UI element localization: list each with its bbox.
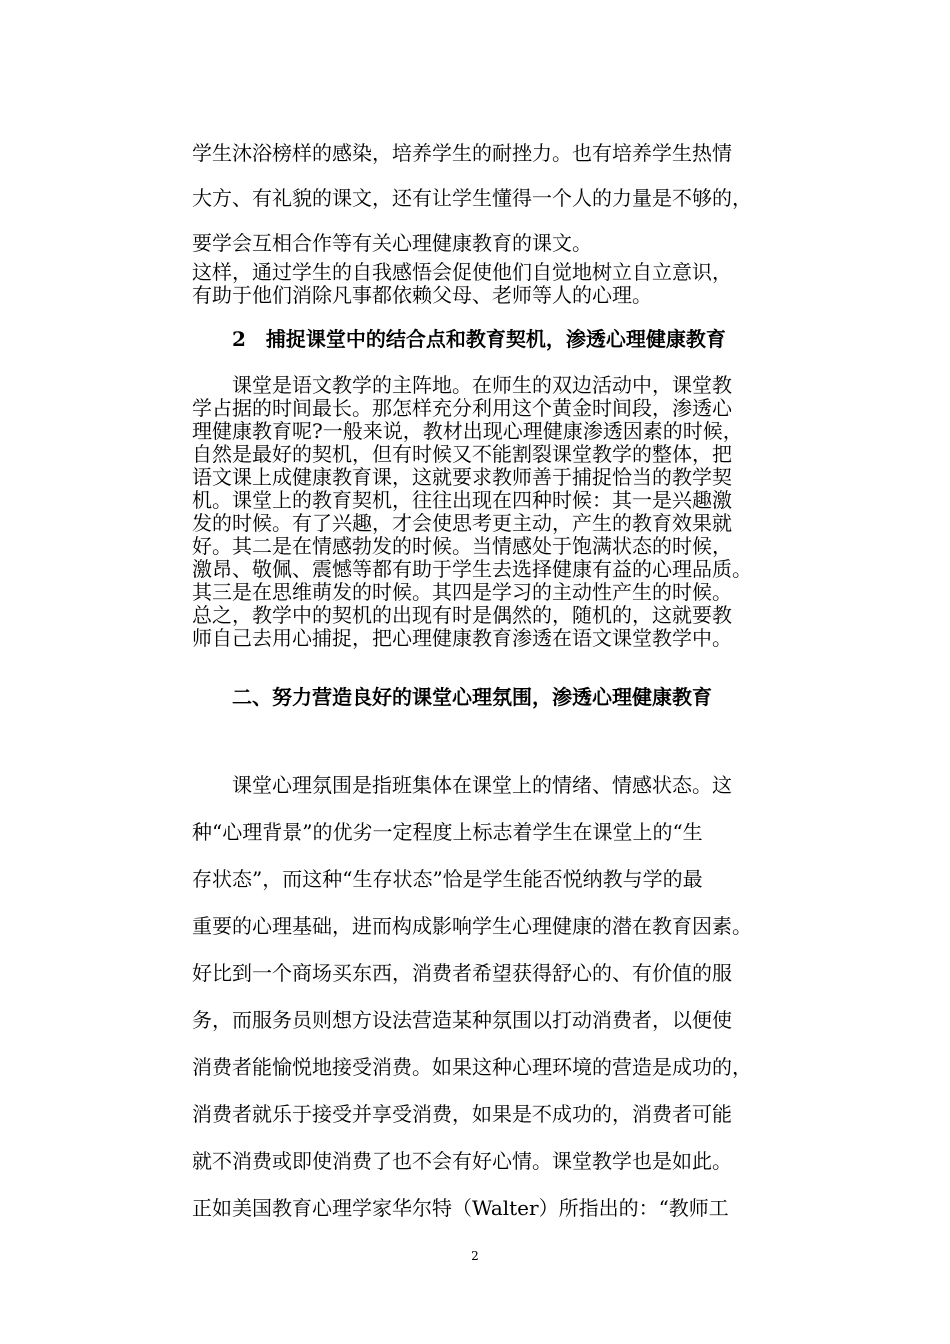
paragraph-b-line: 好。其二是在情感勃发的时候。当情感处于饱满状态的时候， <box>192 534 732 558</box>
paragraph-c-line: 务，而服务员则想方设法营造某种氛围以打动消费者，以便使 <box>192 1008 732 1032</box>
paragraph-c-line: 消费者就乐于接受并享受消费，如果是不成功的，消费者可能 <box>192 1102 732 1126</box>
paragraph-b-line: 激昂、敬佩、震憾等都有助于学生去选择健康有益的心理品质。 <box>192 557 752 581</box>
paragraph-b-line: 理健康教育呢?一般来说，教材出现心理健康渗透因素的时候， <box>192 419 743 443</box>
paragraph-b-line: 总之，教学中的契机的出现有时是偶然的，随机的，这就要教 <box>192 603 732 627</box>
paragraph-c-line: 正如美国教育心理学家华尔特（Walter）所指出的：“教师工 <box>192 1196 729 1220</box>
paragraph-c-line: 好比到一个商场买东西，消费者希望获得舒心的、有价值的服 <box>192 961 732 985</box>
paragraph-a-line: 这样，通过学生的自我感悟会促使他们自觉地树立自立意识， <box>192 260 732 284</box>
paragraph-b-line: 语文课上成健康教育课，这就要求教师善于捕捉恰当的教学契 <box>192 465 732 489</box>
paragraph-b-line: 课堂是语文教学的主阵地。在师生的双边活动中，课堂教 <box>192 373 732 397</box>
paragraph-c-line: 存状态”，而这种“生存状态”恰是学生能否悦纳教与学的最 <box>192 867 703 891</box>
paragraph-c-line: 种“心理背景”的优劣一定程度上标志着学生在课堂上的“生 <box>192 820 703 844</box>
paragraph-a-line: 学生沐浴榜样的感染，培养学生的耐挫力。也有培养学生热情 <box>192 141 732 165</box>
paragraph-b-line: 师自己去用心捕捉，把心理健康教育渗透在语文课堂教学中。 <box>192 626 732 650</box>
paragraph-b-line: 发的时候。有了兴趣，才会使思考更主动，产生的教育效果就 <box>192 511 732 535</box>
paragraph-b-line: 自然是最好的契机，但有时候又不能割裂课堂教学的整体，把 <box>192 442 732 466</box>
page-number: 2 <box>471 1249 479 1263</box>
paragraph-c-line: 重要的心理基础，进而构成影响学生心理健康的潜在教育因素。 <box>192 914 752 938</box>
paragraph-a-line: 大方、有礼貌的课文，还有让学生懂得一个人的力量是不够的， <box>192 186 752 210</box>
paragraph-c-line: 消费者能愉悦地接受消费。如果这种心理环境的营造是成功的， <box>192 1055 752 1079</box>
paragraph-c-line: 就不消费或即使消费了也不会有好心情。课堂教学也是如此。 <box>192 1149 732 1173</box>
section-heading-2: 二、努力营造良好的课堂心理氛围，渗透心理健康教育 <box>232 685 712 709</box>
paragraph-a-line: 要学会互相合作等有关心理健康教育的课文。 <box>192 231 592 255</box>
section-heading-1: 2 捕捉课堂中的结合点和教育契机，渗透心理健康教育 <box>232 327 726 351</box>
paragraph-c-line: 课堂心理氛围是指班集体在课堂上的情绪、情感状态。这 <box>192 773 732 797</box>
paragraph-a-line: 有助于他们消除凡事都依赖父母、老师等人的心理。 <box>192 283 652 307</box>
paragraph-b-line: 机。课堂上的教育契机，往往出现在四种时候：其一是兴趣激 <box>192 488 732 512</box>
paragraph-b-line: 其三是在思维萌发的时候。其四是学习的主动性产生的时候。 <box>192 580 732 604</box>
paragraph-b-line: 学占据的时间最长。那怎样充分利用这个黄金时间段，渗透心 <box>192 396 732 420</box>
